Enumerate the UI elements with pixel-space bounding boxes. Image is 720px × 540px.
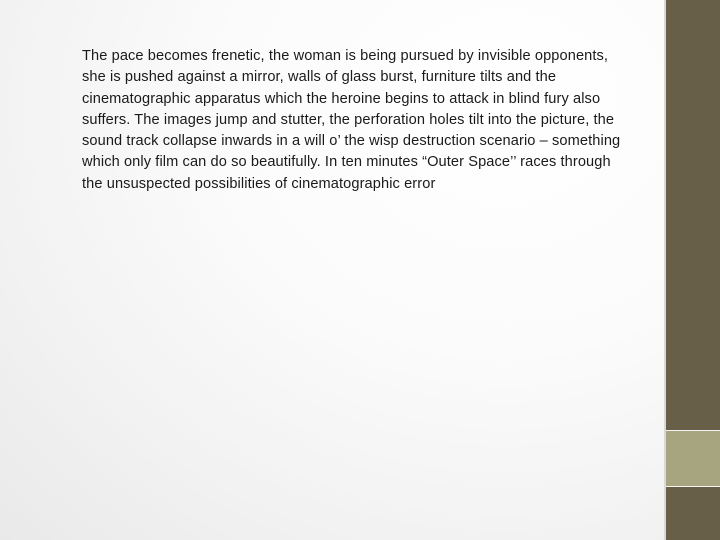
sidebar-band-bottom — [666, 487, 720, 540]
sidebar-band-top — [666, 0, 720, 431]
sidebar-band-middle — [666, 431, 720, 487]
slide-body-text: The pace becomes frenetic, the woman is being pursued by invisible opponents, she is pushed against a mirror, walls of glass burst, furniture tilts and the cinematographic apparatus which the heroine begins to attack in blind fury also suffers. The images jump and stutter, the perforation holes tilt into the picture, the sound track collapse inwards in a will o’ the wisp destruction scenario – something which only film can do so beautifully. In ten minutes “Outer Space’’ races through the unsuspected possibilities of cinematographic error — [82, 48, 621, 192]
decorative-sidebar — [666, 0, 720, 540]
